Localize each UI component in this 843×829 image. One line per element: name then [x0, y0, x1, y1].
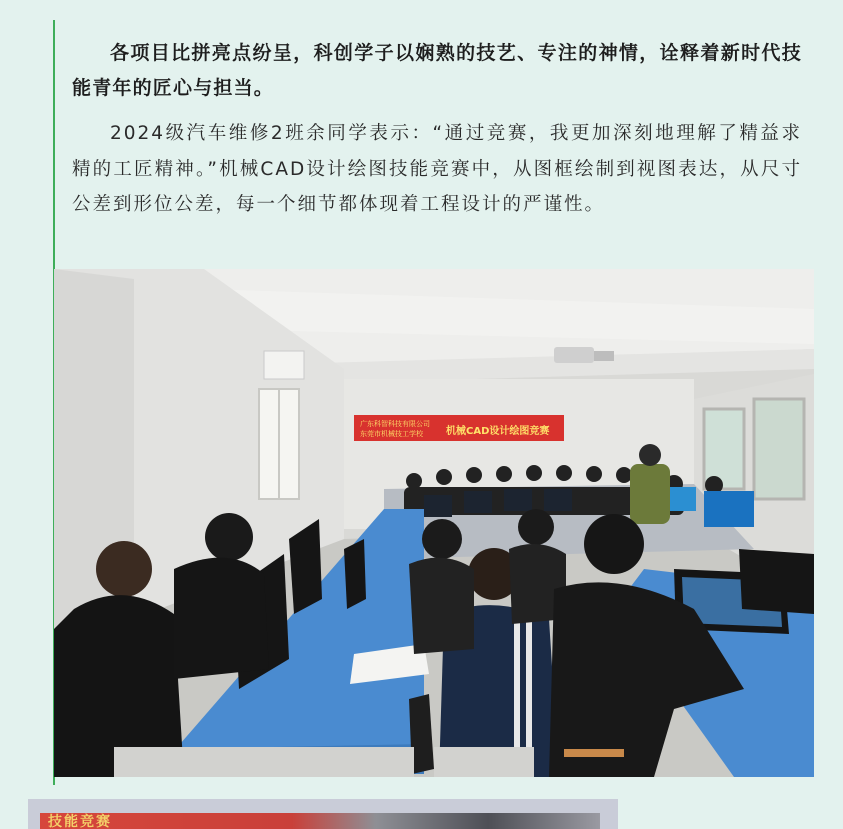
banner-title: 机械CAD设计绘图竞赛	[446, 426, 550, 437]
quote-paragraph: 2024级汽车维修2班余同学表示：“通过竞赛，我更加深刻地理解了精益求精的工匠精神。”机械CAD设计绘图技能竞赛中，从图框绘制到视图表达，从尺寸公差到形位公差，每一个细节都体现着工程设计的严谨性。	[72, 123, 802, 215]
next-photo-banner-text: 技能竞赛	[48, 814, 112, 829]
banner-org-line2: 东莞市机械技工学校	[360, 430, 423, 438]
highlight-paragraph: 各项目比拼亮点纷呈，科创学子以娴熟的技艺、专注的神情，诠释着新时代技能青年的匠心与担当。	[72, 42, 802, 99]
banner-org-line1: 广东科智科技有限公司	[360, 420, 430, 428]
next-photo-banner	[40, 813, 600, 829]
projector-icon	[554, 347, 594, 363]
competition-photo	[54, 269, 814, 777]
next-photo-preview	[28, 799, 618, 829]
